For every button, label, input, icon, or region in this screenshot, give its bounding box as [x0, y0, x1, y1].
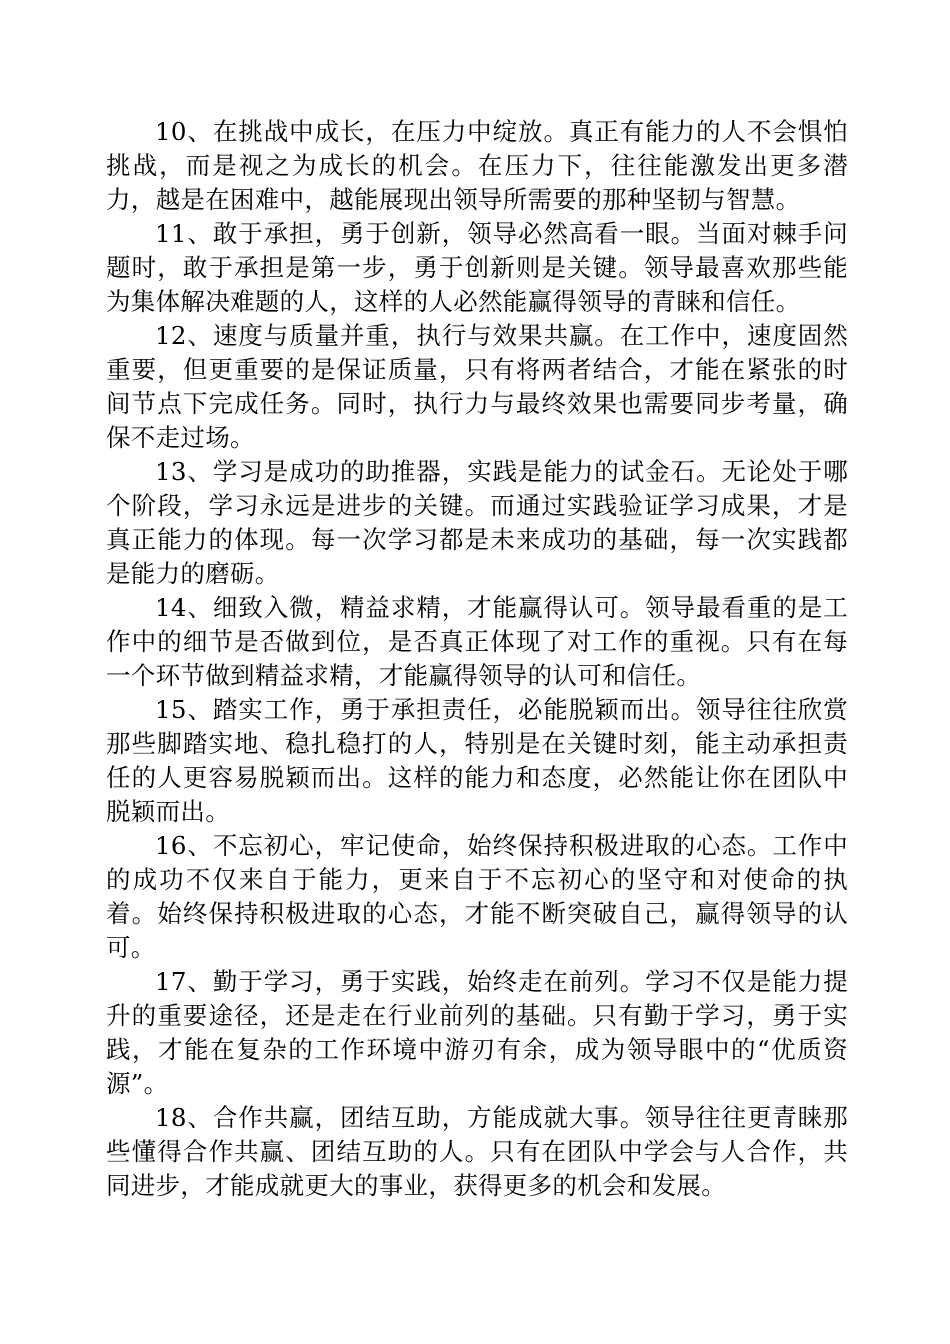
paragraph-16: 16、不忘初心，牢记使命，始终保持积极进取的心态。工作中的成功不仅来自于能力，更来自于不忘初心的坚守和对使命的执着。始终保持积极进取的心态，才能不断突破自己，赢得领导的认可。	[106, 831, 848, 962]
paragraph-18: 18、合作共赢，团结互助，方能成就大事。领导往往更青睐那些懂得合作共赢、团结互助的人。只有在团队中学会与人合作，共同进步，才能成就更大的事业，获得更多的机会和发展。	[106, 1103, 848, 1200]
paragraph-17: 17、勤于学习，勇于实践，始终走在前列。学习不仅是能力提升的重要途径，还是走在行业前列的基础。只有勤于学习，勇于实践，才能在复杂的工作环境中游刃有余，成为领导眼中的“优质资源”。	[106, 967, 848, 1098]
paragraph-11: 11、敢于承担，勇于创新，领导必然高看一眼。当面对棘手问题时，敢于承担是第一步，勇于创新则是关键。领导最喜欢那些能为集体解决难题的人，这样的人必然能赢得领导的青睐和信任。	[106, 219, 848, 316]
paragraph-10: 10、在挑战中成长，在压力中绽放。真正有能力的人不会惧怕挑战，而是视之为成长的机会。在压力下，往往能激发出更多潜力，越是在困难中，越能展现出领导所需要的那种坚韧与智慧。	[106, 117, 848, 214]
document-page	[106, 115, 848, 1203]
paragraph-15: 15、踏实工作，勇于承担责任，必能脱颖而出。领导往往欣赏那些脚踏实地、稳扎稳打的人，特别是在关键时刻，能主动承担责任的人更容易脱颖而出。这样的能力和态度，必然能让你在团队中脱颖而出。	[106, 695, 848, 826]
paragraph-13: 13、学习是成功的助推器，实践是能力的试金石。无论处于哪个阶段，学习永远是进步的关键。而通过实践验证学习成果，才是真正能力的体现。每一次学习都是未来成功的基础，每一次实践都是能力的磨砺。	[106, 457, 848, 588]
paragraph-14: 14、细致入微，精益求精，才能赢得认可。领导最看重的是工作中的细节是否做到位，是否真正体现了对工作的重视。只有在每一个环节做到精益求精，才能赢得领导的认可和信任。	[106, 593, 848, 690]
paragraph-12: 12、速度与质量并重，执行与效果共赢。在工作中，速度固然重要，但更重要的是保证质量，只有将两者结合，才能在紧张的时间节点下完成任务。同时，执行力与最终效果也需要同步考量，确保不走过场。	[106, 321, 848, 452]
